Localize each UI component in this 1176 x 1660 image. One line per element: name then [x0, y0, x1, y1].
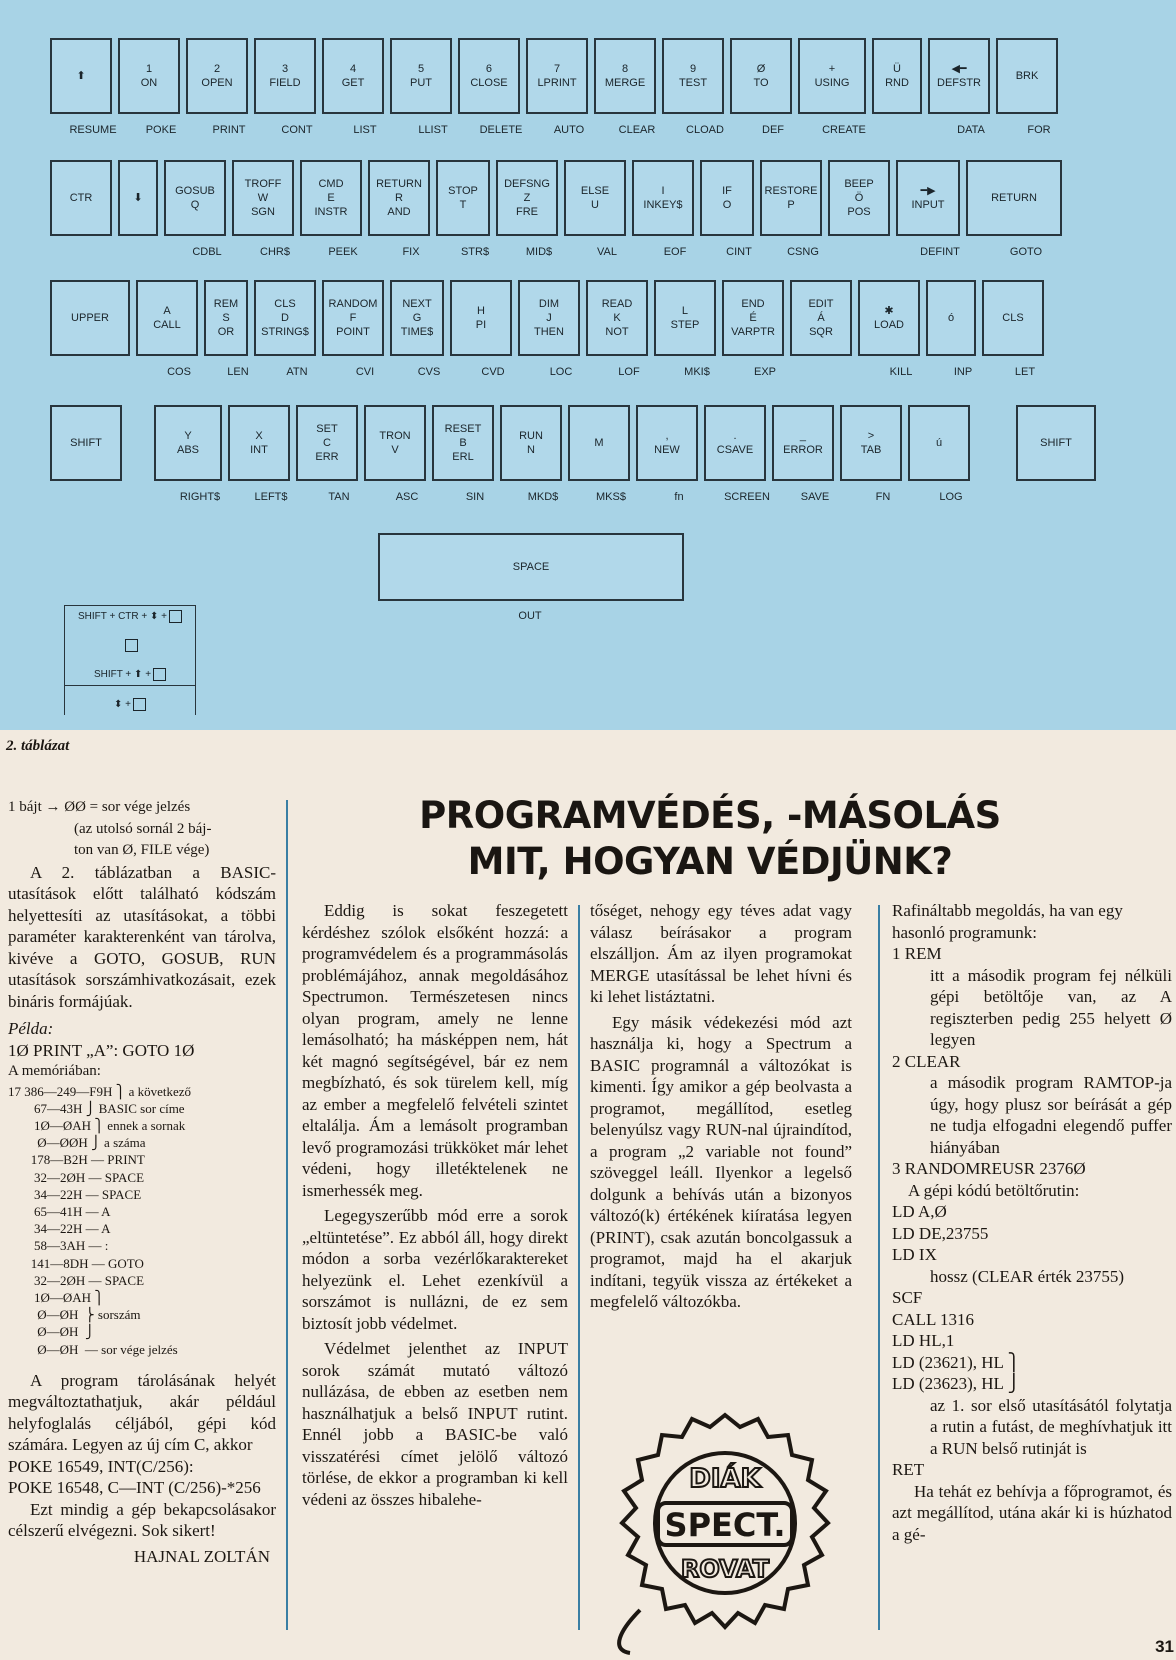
memory-line: 141—8DH — GOTO: [8, 1255, 144, 1271]
space-key: SPACE: [378, 533, 684, 601]
keyboard-key: 4 GET: [322, 38, 384, 114]
keyboard-key-function: TAN: [328, 491, 350, 503]
keyboard-key-function: EXP: [753, 366, 777, 378]
paragraph: (az utolsó sornál 2 báj-: [74, 820, 212, 837]
memory-line: 65—41H — A: [8, 1203, 111, 1219]
keyboard-key: DEFSNG Z FRE: [496, 160, 558, 236]
keyboard-key-function: CLOAD: [686, 124, 724, 136]
column-4: [892, 900, 1172, 1545]
paragraph: Rafináltabb megoldás, ha van egy hasonló programunk:: [892, 901, 1123, 942]
square-box-icon: [133, 698, 146, 711]
keyboard-key: Y ABS: [154, 405, 222, 481]
keyboard-key-function: CHR$: [260, 246, 290, 258]
keyboard-key-function: DATA: [957, 124, 985, 136]
keyboard-key: ✱ LOAD: [858, 280, 920, 356]
memory-line: Ø—ØH ⎭: [8, 1324, 95, 1340]
keyboard-key-function: RESUME: [69, 124, 117, 136]
memory-line: 1Ø—ØAH ⎫ ennek a sornak: [8, 1117, 186, 1133]
keyboard-key: , NEW: [636, 405, 698, 481]
keyboard-key-function: VAL: [597, 246, 617, 258]
keyboard-row-4: [0, 405, 1176, 515]
keyboard-key-function: ATN: [286, 366, 308, 378]
paragraph: A program tárolásának helyét megváltoztathatjuk, akár például helyfoglalás céljából, gépi kód számára. Legyen az új cím C, akkor: [8, 1370, 276, 1455]
keyboard-key-function: MKI$: [684, 366, 710, 378]
square-box-icon: [153, 668, 166, 681]
paragraph: A gépi kódú betöltőrutin:: [908, 1180, 1080, 1200]
keyboard-key-function: LOF: [618, 366, 640, 378]
keyboard-key: X INT: [228, 405, 290, 481]
memory-line: 17 386—249—F9H ⎫ a következő: [8, 1083, 192, 1099]
legend-line-1: SHIFT + CTR + ⬍ +: [77, 611, 168, 623]
keyboard-key-function: LOG: [939, 491, 963, 503]
keyboard-key: RUN N: [500, 405, 562, 481]
keyboard-row-2: [0, 160, 1176, 270]
keyboard-key-function: COS: [167, 366, 191, 378]
code-line: RET: [892, 1460, 925, 1479]
keyboard-key-function: CINT: [726, 246, 752, 258]
keyboard-key-function: MKS$: [596, 491, 626, 503]
keyboard-key-function: DELETE: [479, 124, 523, 136]
headline-line-1: PROGRAMVÉDÉS, -MÁSOLÁS: [419, 794, 1001, 837]
keyboard-key-function: LLIST: [418, 124, 448, 136]
keyboard-key-function: CVI: [355, 366, 375, 378]
column-2: [302, 900, 568, 1510]
keyboard-key: 8 MERGE: [594, 38, 656, 114]
keyboard-diagram: [0, 0, 1176, 730]
keyboard-key-function: fn: [674, 491, 684, 503]
paragraph: Védelmet jelenthet az INPUT sorok számát mutató változó nullázása, de ebben az esetben nem használhatjuk a belső INPUT rutint. Ennél jobb a BASIC-be való visszatérési címet jelölő változó törlése, de ekkor a programban ki kell védeni az összes hibalehe-: [302, 1339, 568, 1509]
code-line: POKE 16548, C—INT (C/256)-*256: [8, 1478, 261, 1498]
example-code: 1Ø PRINT „A”: GOTO 1Ø: [8, 1040, 195, 1060]
keyboard-key: NEXT G TIME$: [390, 280, 444, 356]
keyboard-key-function: FN: [875, 491, 891, 503]
page-number: 31: [1155, 1637, 1174, 1656]
keyboard-key: 9 TEST: [662, 38, 724, 114]
key-combination-legend: [64, 605, 196, 715]
example-label: Példa:: [8, 1019, 54, 1038]
keyboard-key: > TAB: [840, 405, 902, 481]
keyboard-key-function: AUTO: [553, 124, 585, 136]
keyboard-key: ELSE U: [564, 160, 626, 236]
keyboard-key: CMD E INSTR: [300, 160, 362, 236]
keyboard-key: EDIT Á SQR: [790, 280, 852, 356]
keyboard-key-function: SIN: [465, 491, 485, 503]
keyboard-key: TRON V: [364, 405, 426, 481]
keyboard-key-function: CVS: [417, 366, 441, 378]
code-line: SCF: [892, 1288, 923, 1307]
legend-line-4: ⬍ +: [114, 699, 131, 711]
keyboard-key-function: RIGHT$: [179, 491, 221, 503]
keyboard-key: ú: [908, 405, 970, 481]
paragraph: Legegyszerűbb mód erre a sorok „eltüntetése”. Ez abból áll, hogy direkt módon a sorba vezérlőkaraktereket helyezünk el. Lehet ezenkívül a sorszámot is nullázni, de ez sem biztosít jobb védelmet.: [302, 1206, 568, 1333]
keyboard-key-function: ASC: [395, 491, 419, 503]
paragraph: tőséget, nehogy egy téves adat vagy válasz beírásakor a program elszálljon. Ám az ilyen programokat MERGE utasítással be lehet hívni és ki lehet listáztatni.: [590, 901, 852, 1006]
code-line: LD A,Ø: [892, 1202, 947, 1221]
column-3: [590, 900, 852, 1313]
keyboard-key-function: FOR: [1027, 124, 1051, 136]
code-block: [892, 1287, 1172, 1395]
column-1: [8, 797, 276, 1567]
keyboard-row-3: [0, 280, 1176, 390]
keyboard-key-function: KILL: [889, 366, 913, 378]
paragraph: hossz (CLEAR érték 23755): [930, 1266, 1125, 1286]
diak-spect-rovat-stamp: [600, 1405, 850, 1655]
keyboard-key: DIM J THEN: [518, 280, 580, 356]
stamp-text-bottom: ROVAT: [680, 1555, 770, 1583]
paragraph: Eddig is sokat feszegetett kérdéshez szólok elsőként hozzá: a programvédelem és a programmásolás problémájához, annak megoldásához Spectrumon. Természetesen nincs olyan program, amely ne lenne lemásolható; ha másképpen nem, hát két magnó segítségével, bár ez nem megbízható, és sok türelem kell, míg az ember a megfelelő felvételi szintet eltalálja. Ám a lemásolt programban levő programozási trükköket már lehet védeni, hogy illetéktelenek ne ismerhessék meg.: [302, 901, 568, 1200]
paragraph: Ha tehát ez behívja a főprogramot, és azt megállítod, utána akár ki is húzhatod a gé-: [892, 1481, 1172, 1544]
keyboard-key: I INKEY$: [632, 160, 694, 236]
keyboard-key: ━▶ INPUT: [896, 160, 960, 236]
keyboard-key: M: [568, 405, 630, 481]
paragraph: 1 bájt → ØØ = sor vége jelzés: [8, 799, 191, 815]
keyboard-row-1: [0, 38, 1176, 148]
square-box-icon: [125, 639, 138, 652]
keyboard-key: 3 FIELD: [254, 38, 316, 114]
keyboard-key-function: GOTO: [1009, 246, 1043, 258]
keyboard-key: RANDOM F POINT: [322, 280, 384, 356]
keyboard-key-function: CSNG: [787, 246, 819, 258]
memory-line: 34—22H — A: [8, 1221, 111, 1237]
keyboard-key-function: INP: [953, 366, 973, 378]
article-headline: [370, 793, 1050, 885]
paragraph: A 2. táblázatban a BASIC-utasítások előtt található kódszám helyettesíti az utasításokat, a többi paraméter karakterenként van tárolva, kivéve a GOTO, GOSUB, RUN utasítások sorszámhivatkozásait, ezek bináris formájúak.: [8, 862, 276, 1011]
keyboard-key: ⬆: [50, 38, 112, 114]
keyboard-key: BEEP Ö POS: [828, 160, 890, 236]
keyboard-key: READ K NOT: [586, 280, 648, 356]
keyboard-key: + USING: [798, 38, 866, 114]
memory-line: Ø—ØØH ⎭ a száma: [8, 1135, 146, 1151]
keyboard-key-function: STR$: [460, 246, 490, 258]
keyboard-key: Ü RND: [872, 38, 922, 114]
keyboard-key-function: CDBL: [192, 246, 222, 258]
legend-line-3: SHIFT + ⬆ +: [93, 669, 152, 681]
space-key-function: OUT: [518, 610, 542, 622]
paragraph: ton van Ø, FILE vége): [74, 842, 210, 858]
keyboard-key: 7 LPRINT: [526, 38, 588, 114]
keyboard-key: H PI: [450, 280, 512, 356]
keyboard-key: _ ERROR: [772, 405, 834, 481]
keyboard-key-function: LET: [1014, 366, 1036, 378]
keyboard-key-function: FIX: [402, 246, 420, 258]
keyboard-key-function: SCREEN: [724, 491, 770, 503]
memory-line: Ø—ØH — sor vége jelzés: [8, 1341, 178, 1357]
square-box-icon: [169, 610, 182, 623]
keyboard-key-function: LOC: [549, 366, 573, 378]
code-line: LD IX: [892, 1245, 937, 1264]
keyboard-key: SHIFT: [1016, 405, 1096, 481]
column-rule: [878, 905, 880, 1630]
code-line: POKE 16549, INT(C/256):: [8, 1456, 194, 1476]
code-line: LD DE,23755: [892, 1223, 989, 1243]
keyboard-key-function: DEF: [762, 124, 784, 136]
keyboard-key-function: POKE: [145, 124, 177, 136]
table-caption: 2. táblázat: [6, 738, 70, 754]
keyboard-key: IF O: [700, 160, 754, 236]
keyboard-key-function: LEN: [227, 366, 249, 378]
keyboard-key: CLS D STRING$: [254, 280, 316, 356]
memory-line: 67—43H ⎭ BASIC sor címe: [8, 1100, 185, 1116]
keyboard-key: SHIFT: [50, 405, 122, 481]
keyboard-key: A CALL: [136, 280, 198, 356]
keyboard-key: RETURN R AND: [368, 160, 430, 236]
paragraph: itt a második program fej nélküli gépi betöltője van, az A regiszterben pedig 255 helyett Ø legyen: [930, 965, 1172, 1049]
keyboard-key-function: CVD: [481, 366, 505, 378]
keyboard-key-function: EOF: [663, 246, 687, 258]
paragraph: a második program RAMTOP-ja úgy, hogy plusz sor beírását a gép ne tudja elfogadni elegendő puffer hiányában: [930, 1073, 1172, 1157]
keyboard-key-function: PRINT: [212, 124, 246, 136]
code-line: CALL 1316: [892, 1309, 975, 1329]
code-line: LD HL,1: [892, 1331, 955, 1350]
keyboard-key: 1 ON: [118, 38, 180, 114]
code-line: 2 CLEAR: [892, 1051, 961, 1071]
keyboard-key: ◀━ DEFSTR: [928, 38, 990, 114]
keyboard-key-function: DEFINT: [920, 246, 960, 258]
code-line: LD (23623), HL ⎭: [892, 1374, 1021, 1393]
keyboard-key: 2 OPEN: [186, 38, 248, 114]
keyboard-key: L STEP: [654, 280, 716, 356]
keyboard-key: RESTORE P: [760, 160, 822, 236]
keyboard-key: RETURN: [966, 160, 1062, 236]
keyboard-key: . CSAVE: [704, 405, 766, 481]
column-rule: [578, 905, 580, 1630]
keyboard-key-function: LIST: [353, 124, 377, 136]
keyboard-key: UPPER: [50, 280, 130, 356]
stamp-text-middle: SPECT.: [664, 1506, 786, 1544]
keyboard-key: 6 CLOSE: [458, 38, 520, 114]
keyboard-key-function: SAVE: [800, 491, 830, 503]
keyboard-key: CTR: [50, 160, 112, 236]
code-line: 1 REM: [892, 944, 942, 963]
stamp-text-top: DIÁK: [689, 1464, 761, 1494]
keyboard-key-function: MID$: [525, 246, 553, 258]
keyboard-key-function: CONT: [281, 124, 313, 136]
keyboard-key: ⬇: [118, 160, 158, 236]
code-block: [892, 1201, 1172, 1266]
keyboard-key: BRK: [996, 38, 1058, 114]
paragraph: Ezt mindig a gép bekapcsolásakor célszerű elvégezni. Sok sikert!: [8, 1499, 276, 1541]
keyboard-key: ó: [926, 280, 976, 356]
keyboard-key: STOP T: [436, 160, 490, 236]
keyboard-key: 5 PUT: [390, 38, 452, 114]
column-rule: [286, 800, 288, 1630]
keyboard-key: GOSUB Q: [164, 160, 226, 236]
keyboard-key: TROFF W SGN: [232, 160, 294, 236]
keyboard-key-function: CLEAR: [618, 124, 656, 136]
keyboard-key: END É VARPTR: [722, 280, 784, 356]
headline-line-2: MIT, HOGYAN VÉDJÜNK?: [467, 840, 953, 883]
memory-line: 34—22H — SPACE: [8, 1186, 142, 1202]
memory-line: 32—2ØH — SPACE: [8, 1272, 145, 1288]
memory-label: A memóriában:: [8, 1063, 101, 1079]
memory-dump: [8, 1083, 276, 1358]
keyboard-key-function: LEFT$: [254, 491, 288, 503]
keyboard-key: REM S OR: [204, 280, 248, 356]
memory-line: 32—2ØH — SPACE: [8, 1169, 145, 1185]
memory-line: Ø—ØH ⎬ sorszám: [8, 1307, 141, 1323]
keyboard-key: CLS: [982, 280, 1044, 356]
keyboard-key: SET C ERR: [296, 405, 358, 481]
code-line: 3 RANDOMREUSR 2376Ø: [892, 1159, 1086, 1178]
author-signature: HAJNAL ZOLTÁN: [133, 1546, 270, 1566]
memory-line: 58—3AH — :: [8, 1238, 109, 1254]
keyboard-key: RESET B ERL: [432, 405, 494, 481]
code-line: LD (23621), HL ⎫: [892, 1352, 1021, 1372]
memory-line: 178—B2H — PRINT: [8, 1152, 145, 1168]
keyboard-key-function: MKD$: [527, 491, 559, 503]
keyboard-key-function: CREATE: [822, 124, 866, 136]
paragraph: Egy másik védekezési mód azt használja ki, hogy a Spectrum a BASIC programnál a változókat is kimenti. Így amikor a gép beolvasta a programot, megállítod, esetleg belenyúlsz vagy RUN-nal újraindítod, a program „2 variable not found” szöveggel leáll. Ilyenkor a legelső dolgunk a behívás után a bizonyos változó(k) értékének kiíratása legyen (PRINT), csak azután boncolgassuk a programot, majd ha el akarjuk indítani, tegyük vissza az értékeket a megfelelő változókba.: [590, 1012, 852, 1311]
paragraph: az 1. sor első utasításától folytatja a rutin a futást, de meghívhatjuk itt a RUN belső rutinját is: [930, 1395, 1172, 1458]
keyboard-key-function: PEEK: [328, 246, 358, 258]
keyboard-key: Ø TO: [730, 38, 792, 114]
memory-line: 1Ø—ØAH ⎫: [8, 1289, 105, 1305]
